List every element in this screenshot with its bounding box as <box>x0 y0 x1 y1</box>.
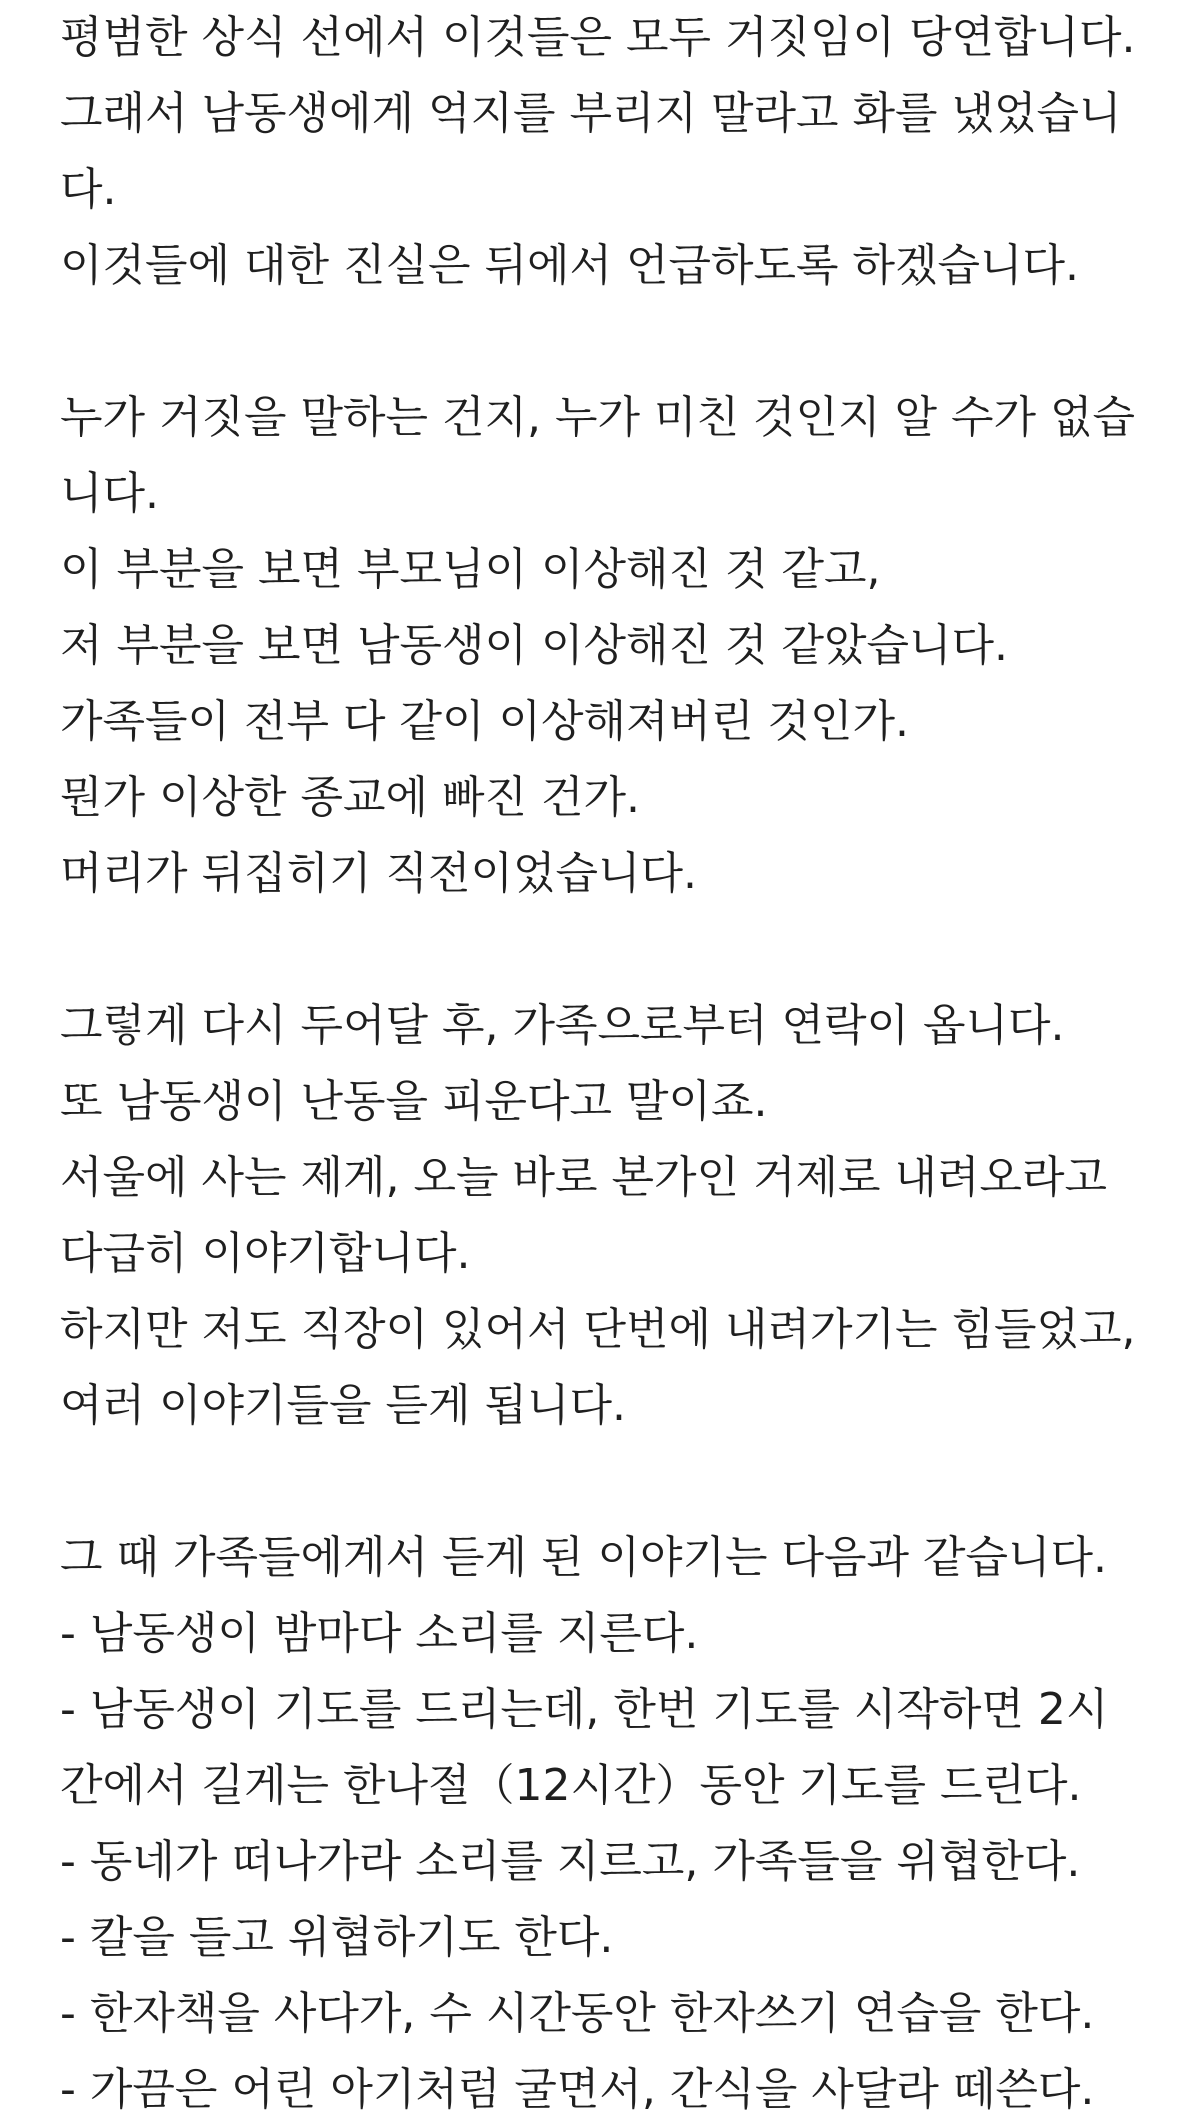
text-line: 그 때 가족들에게서 듣게 된 이야기는 다음과 같습니다. <box>60 1532 1107 1583</box>
text-line: 여러 이야기들을 듣게 됩니다. <box>60 1380 626 1431</box>
list-item: - 가끔은 어린 아기처럼 굴면서, 간식을 사달라 떼쓴다. <box>60 2064 1095 2115</box>
list-item: - 남동생이 기도를 드리는데, 한번 기도를 시작하면 2시 <box>60 1684 1109 1735</box>
paragraph <box>60 1520 1180 2128</box>
list-item: - 남동생이 밤마다 소리를 지른다. <box>60 1608 699 1659</box>
list-item: - 동네가 떠나가라 소리를 지르고, 가족들을 위협한다. <box>60 1836 1081 1887</box>
text-line: 하지만 저도 직장이 있어서 단번에 내려가기는 힘들었고, <box>60 1304 1136 1355</box>
text-line: 저 부분을 보면 남동생이 이상해진 것 같았습니다. <box>60 620 1008 671</box>
paragraph <box>60 380 1180 912</box>
text-line: 니다. <box>60 468 159 519</box>
text-line: 이 부분을 보면 부모님이 이상해진 것 같고, <box>60 544 881 595</box>
text-line: 머리가 뒤집히기 직전이었습니다. <box>60 848 698 899</box>
text-line: 또 남동생이 난동을 피운다고 말이죠. <box>60 1076 768 1127</box>
list-item-continuation: 간에서 길게는 한나절（12시간）동안 기도를 드린다. <box>60 1760 1082 1811</box>
text-line: 평범한 상식 선에서 이것들은 모두 거짓임이 당연합니다. <box>60 12 1136 63</box>
text-line: 이것들에 대한 진실은 뒤에서 언급하도록 하겠습니다. <box>60 240 1080 291</box>
text-line: 가족들이 전부 다 같이 이상해져버린 것인가. <box>60 696 909 747</box>
paragraph <box>60 0 1180 304</box>
text-line: 그래서 남동생에게 억지를 부리지 말라고 화를 냈었습니 <box>60 88 1122 139</box>
text-line: 서울에 사는 제게, 오늘 바로 본가인 거제로 내려오라고 <box>60 1152 1107 1203</box>
text-line: 다급히 이야기합니다. <box>60 1228 471 1279</box>
text-line: 그렇게 다시 두어달 후, 가족으로부터 연락이 옵니다. <box>60 1000 1065 1051</box>
text-line: 다. <box>60 164 117 215</box>
list-item: - 칼을 들고 위협하기도 한다. <box>60 1912 614 1963</box>
text-line: 누가 거짓을 말하는 건지, 누가 미친 것인지 알 수가 없습 <box>60 392 1135 443</box>
list-item: - 한자책을 사다가, 수 시간동안 한자쓰기 연습을 한다. <box>60 1988 1095 2039</box>
article-body <box>60 0 1180 2128</box>
paragraph <box>60 988 1180 1444</box>
text-line: 뭔가 이상한 종교에 빠진 건가. <box>60 772 640 823</box>
